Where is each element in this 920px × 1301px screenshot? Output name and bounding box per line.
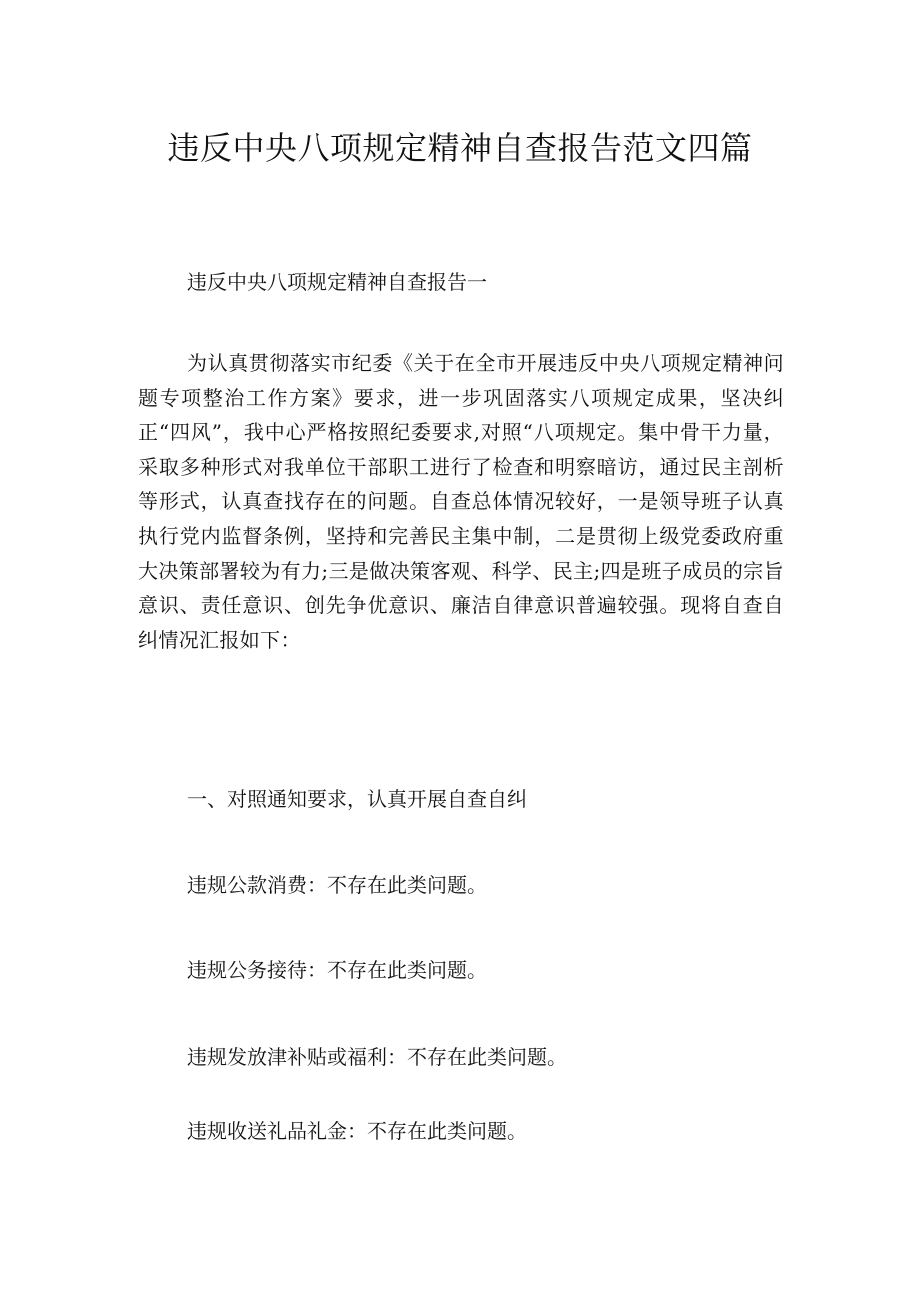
document-title: 违反中央八项规定精神自查报告范文四篇: [167, 129, 753, 167]
intro-paragraph: 为认真贯彻落实市纪委《关于在全市开展违反中央八项规定精神问题专项整治工作方案》要求，进一步巩固落实八项规定成果，坚决纠正“四风”，我中心严格按照纪委要求,对照“八项规定。集中骨干力量，采取多种形式对我单位干部职工进行了检查和明察暗访，通过民主剖析等形式，认真查找存在的问题。自查总体情况较好，一是领导班子认真执行党内监督条例，坚持和完善民主集中制，二是贯彻上级党委政府重大决策部署较为有力;三是做决策客观、科学、民主;四是班子成员的宗旨意识、责任意识、创先争优意识、廉洁自律意识普遍较强。现将自查自纠情况汇报如下：: [138, 351, 784, 652]
check-item-official-reception: 违规公务接待：不存在此类问题。: [187, 958, 487, 982]
section-heading: 一、对照通知要求，认真开展自查自纠: [187, 787, 527, 811]
check-item-public-consumption: 违规公款消费：不存在此类问题。: [187, 873, 487, 897]
check-item-allowances: 违规发放津补贴或福利：不存在此类问题。: [187, 1045, 567, 1069]
report-subtitle: 违反中央八项规定精神自查报告一: [187, 270, 487, 294]
check-item-gifts: 违规收送礼品礼金：不存在此类问题。: [187, 1119, 527, 1143]
